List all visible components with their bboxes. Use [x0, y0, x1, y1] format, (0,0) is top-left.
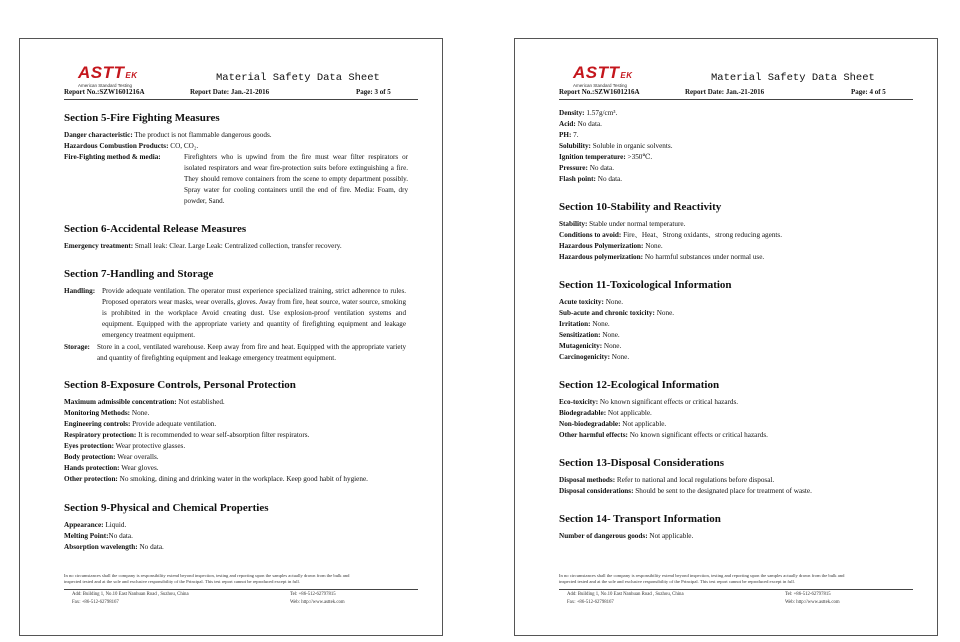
- footer-web: Web: http://www.asttek.com: [290, 600, 345, 605]
- stability-row: Hazardous polymerization: No harmful substances under normal use.: [559, 253, 765, 261]
- footer-web: Web: http://www.asttek.com: [785, 600, 840, 605]
- exposure-row: Maximum admissible concentration: Not established.: [64, 398, 225, 406]
- page-number: Page: 3 of 5: [356, 88, 391, 96]
- stability-row: Conditions to avoid: Fire、Heat、Strong oxidants、strong reducing agents.: [559, 231, 783, 239]
- footer-divider: [64, 589, 418, 590]
- footer-fax: Fax: +86-512-62798167: [567, 600, 614, 605]
- stability-row: Stability: Stable under normal temperature.: [559, 220, 686, 228]
- storage-text: Store in a cool, ventilated warehouse. Keep away from fire and heat. Equipped with the appropriate variety and quantity of firefighting equipment and leakage emergency treatment equipment.: [97, 343, 406, 362]
- section-14-heading: Section 14- Transport Information: [559, 513, 721, 525]
- handling-label: Handling:: [64, 287, 96, 295]
- footer-tel: Tel: +86-512-62797815: [785, 592, 831, 597]
- property-row: Ignition temperature: >350℃.: [559, 153, 653, 161]
- section-9-heading: Section 9-Physical and Chemical Properties: [64, 502, 269, 514]
- property-row: PH: 7.: [559, 131, 579, 139]
- logo-subtitle: American Standard Testing: [78, 83, 132, 88]
- astt-logo: ASTTEK: [78, 63, 138, 82]
- fire-fighting-text: Firefighters who is upwind from the fire must wear filter respirators or isolated respirators and wear fire-protection suits before extinguishing a fire. They should remove containers from the scene to empty department possibly. Spray water for cooling containers until the end of fire. Media: Foam, dry powder, Sand.: [184, 153, 408, 205]
- toxicology-row: Carcinogenicity: None.: [559, 353, 630, 361]
- section-10-heading: Section 10-Stability and Reactivity: [559, 201, 722, 213]
- exposure-row: Monitoring Methods: None.: [64, 409, 150, 417]
- exposure-row: Hands protection: Wear gloves.: [64, 464, 159, 472]
- ecology-row: Other harmful effects: No known significant effects or critical hazards.: [559, 431, 768, 439]
- section-5-heading: Section 5-Fire Fighting Measures: [64, 112, 220, 124]
- header-divider: [559, 99, 913, 100]
- property-row: Appearance: Liquid.: [64, 521, 127, 529]
- transport-row: Number of dangerous goods: Not applicable.: [559, 532, 694, 540]
- fire-fighting-label: Fire-Fighting method & media:: [64, 153, 161, 161]
- section-7-heading: Section 7-Handling and Storage: [64, 268, 214, 280]
- footer-divider: [559, 589, 913, 590]
- toxicology-row: Irritation: None.: [559, 320, 610, 328]
- page-number: Page: 4 of 5: [851, 88, 886, 96]
- toxicology-row: Sub-acute and chronic toxicity: None.: [559, 309, 675, 317]
- section-6-heading: Section 6-Accidental Release Measures: [64, 223, 247, 235]
- report-date: Report Date: Jan.-21-2016: [685, 88, 765, 96]
- exposure-row: Respiratory protection: It is recommended to wear self-absorption filter respirators.: [64, 431, 310, 439]
- ecology-row: Eco-toxicity: No known significant effects or critical hazards.: [559, 398, 739, 406]
- property-row: Solubility: Soluble in organic solvents.: [559, 142, 673, 150]
- footer-address: Add: Building 1, No.10 East Nanhuan Road , Suzhou, China: [567, 592, 684, 597]
- section-12-heading: Section 12-Ecological Information: [559, 379, 720, 391]
- exposure-row: Other protection: No smoking, dining and drinking water in the workplace. Keep good habit of hygiene.: [64, 475, 368, 483]
- handling-text: Provide adequate ventilation. The operator must experience specialized training, strict adherence to rules. Proposed operators wear masks, wear overalls, gloves. Away from fire, heat source, water source, smoking is prohibited in the workplace Avoid creating dust. Use explosion-proof ventilation systems and equipment. Equipped with the appropriate variety and quantity of firefighting equipment and leakage emergency treatment equipment.: [102, 287, 406, 339]
- property-row: Absorption wavelength: No data.: [64, 543, 164, 551]
- header-divider: [64, 99, 418, 100]
- disposal-row: Disposal considerations: Should be sent to the designated place for treatment of waste.: [559, 487, 812, 495]
- property-row: Pressure: No data.: [559, 164, 615, 172]
- report-number: Report No.:SZW1601216A: [64, 88, 145, 96]
- logo-subtitle: American Standard Testing: [573, 83, 627, 88]
- property-row: Melting Point:No data.: [64, 532, 133, 540]
- report-number: Report No.:SZW1601216A: [559, 88, 640, 96]
- danger-characteristic: Danger characteristic: The product is not flammable dangerous goods.: [64, 131, 272, 139]
- document-title: Material Safety Data Sheet: [711, 72, 875, 84]
- ecology-row: Non-biodegradable: Not applicable.: [559, 420, 667, 428]
- exposure-row: Body protection: Wear overalls.: [64, 453, 159, 461]
- document-page-4: [514, 38, 938, 636]
- storage-label: Storage:: [64, 343, 90, 351]
- property-row: Flash point: No data.: [559, 175, 623, 183]
- exposure-row: Engineering controls: Provide adequate ventilation.: [64, 420, 217, 428]
- section-11-heading: Section 11-Toxicological Information: [559, 279, 732, 291]
- emergency-treatment: Emergency treatment: Small leak: Clear. Large Leak: Centralized collection, transfer recovery.: [64, 242, 342, 250]
- footer-address: Add: Building 1, No.10 East Nanhuan Road , Suzhou, China: [72, 592, 189, 597]
- footer-disclaimer: In no circumstances shall the company is responsibility extend beyond inspection, testing and reporting upon the samples actually drawn from the bulk and inspected tested and at the sole and exclusive responsibility of the Principal. This test report cannot be reproduced except in full.: [64, 573, 350, 584]
- exposure-row: Eyes protection: Wear protective glasses.: [64, 442, 186, 450]
- ecology-row: Biodegradable: Not applicable.: [559, 409, 652, 417]
- footer-fax: Fax: +86-512-62798167: [72, 600, 119, 605]
- disposal-row: Disposal methods: Refer to national and local regulations before disposal.: [559, 476, 775, 484]
- footer-disclaimer: In no circumstances shall the company is responsibility extend beyond inspection, testing and reporting upon the samples actually drawn from the bulk and inspected tested and at the sole and exclusive responsibility of the Principal. This test report cannot be reproduced except in full.: [559, 573, 845, 584]
- document-page-3: [19, 38, 443, 636]
- stability-row: Hazardous Polymerization: None.: [559, 242, 663, 250]
- astt-logo: ASTTEK: [573, 63, 633, 82]
- document-title: Material Safety Data Sheet: [216, 72, 380, 84]
- hazardous-combustion-products: Hazardous Combustion Products: CO, CO₂.: [64, 142, 199, 150]
- report-date: Report Date: Jan.-21-2016: [190, 88, 270, 96]
- section-13-heading: Section 13-Disposal Considerations: [559, 457, 725, 469]
- property-row: Density: 1.57g/cm³.: [559, 109, 618, 117]
- toxicology-row: Acute toxicity: None.: [559, 298, 624, 306]
- section-8-heading: Section 8-Exposure Controls, Personal Protection: [64, 379, 296, 391]
- toxicology-row: Mutagenicity: None.: [559, 342, 622, 350]
- footer-tel: Tel: +86-512-62797815: [290, 592, 336, 597]
- property-row: Acid: No data.: [559, 120, 602, 128]
- toxicology-row: Sensitization: None.: [559, 331, 620, 339]
